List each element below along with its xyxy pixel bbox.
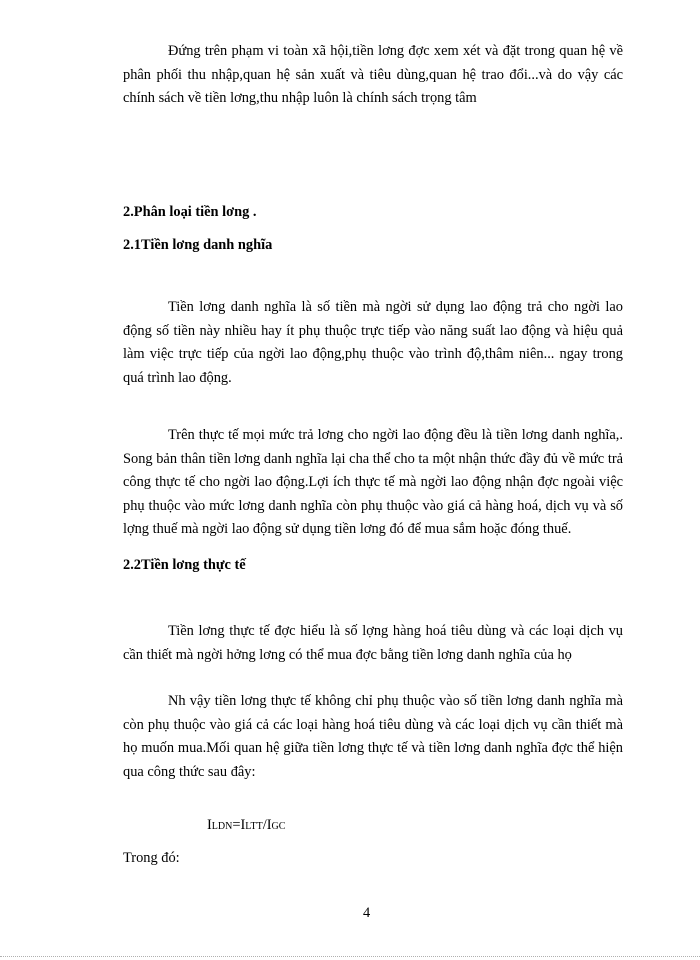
paragraph-real-wage-definition: Tiền lơng thực tế đợc hiểu là số lợng hàng hoá tiêu dùng và các loại dịch vụ cần thiết mà ngời hởng lơng có thể mua đợc bằng tiền lơng danh nghĩa của họ bbox=[123, 623, 623, 663]
page-number: 4 bbox=[363, 905, 371, 921]
heading-classification: 2.Phân loại tiền lơng . bbox=[123, 204, 257, 220]
formula-index-symbol: I bbox=[207, 817, 212, 833]
formula-subscript-ldn: LDN bbox=[211, 821, 233, 832]
heading-real-wage: 2.2Tiền lơng thực tế bbox=[123, 557, 246, 573]
formula-index-symbol: I bbox=[266, 817, 272, 833]
formula-subscript-gc: GC bbox=[271, 821, 286, 832]
paragraph-real-wage-relation: Nh vậy tiền lơng thực tế không chỉ phụ thuộc vào số tiền lơng danh nghĩa mà còn phụ thuộc vào giá cả các loại hàng hoá tiêu dùng và các loại dịch vụ cần thiết mà họ muốn mua.Mối quan hệ giữa tiền lơng thực tế và tiền lơng danh nghĩa đợc thể hiện qua công thức sau đây: bbox=[123, 693, 623, 780]
wage-index-formula bbox=[207, 817, 285, 834]
paragraph-nominal-wage-definition: Tiền lơng danh nghĩa là số tiền mà ngời sử dụng lao động trả cho ngời lao động số tiền này nhiều hay ít phụ thuộc trực tiếp vào năng suất lao động và hiệu quả làm việc trực tiếp của ngời lao động,phụ thuộc vào trình độ,thâm niên... ngay trong quá trình lao động. bbox=[123, 299, 623, 386]
formula-slash: / bbox=[262, 817, 267, 833]
paragraph-nominal-wage-detail: Trên thực tế mọi mức trả lơng cho ngời lao động đều là tiền lơng danh nghĩa,. Song bản thân tiền lơng danh nghĩa lại cha thể cho ta một nhận thức đầy đủ về mức trả công thực tế cho ngời lao động.Lợi ích thực tế mà ngời lao động nhận đợc ngoài việc phụ thuộc vào mức lơng danh nghĩa còn phụ thuộc vào giá cả hàng hoá, dịch vụ và số lợng thuế mà ngời lao động sử dụng tiền lơng đó để mua sắm hoặc đóng thuế. bbox=[123, 427, 623, 537]
formula-subscript-ltt: LTT bbox=[245, 821, 263, 832]
paragraph-intro: Đứng trên phạm vi toàn xã hội,tiền lơng đợc xem xét và đặt trong quan hệ về phân phối thu nhập,quan hệ sản xuất và tiêu dùng,quan hệ trao đổi...và do vậy các chính sách về tiền lơng,thu nhập luôn là chính sách trọng tâm bbox=[123, 43, 623, 106]
formula-index-symbol: I bbox=[240, 817, 246, 833]
label-where: Trong đó: bbox=[123, 850, 180, 866]
footer-divider bbox=[0, 956, 700, 957]
formula-equals: = bbox=[232, 817, 241, 833]
heading-nominal-wage: 2.1Tiền lơng danh nghĩa bbox=[123, 237, 273, 253]
